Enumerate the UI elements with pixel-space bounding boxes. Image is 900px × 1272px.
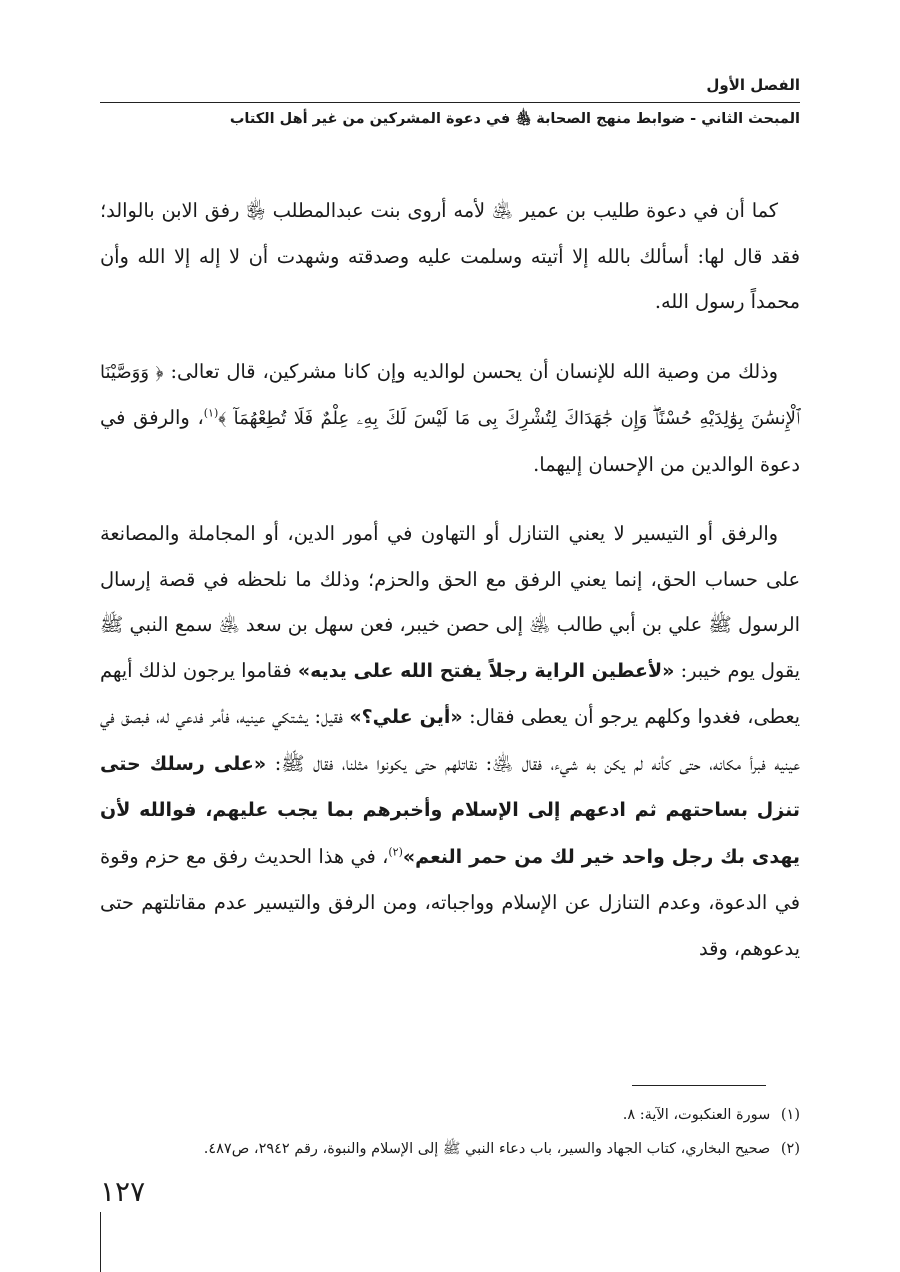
hadith-quote: «لأعطين الراية رجلاً يفتح الله على يديه» [297, 659, 675, 682]
footnote-ref: (٢) [388, 845, 403, 859]
text-run: فقاموا يرجون لذلك أيهم يعطى، فغدوا وكلهم يرجو أن يعطى فقال: [100, 658, 801, 728]
text-run: كما أن في دعوة طليب بن عمير ﵁ لأمه أروى بنت عبدالمطلب ﵂ رفق الابن بالوالد؛ فقد قال لها: أسألك بالله إلا أتيته وسلمت عليه وصدقته وشهدت أن لا إله إلا الله وأن محمداً رسول الله. [100, 199, 800, 313]
text-run: والرفق أو التيسير لا يعني التنازل أو التهاون في أمور الدين، أو المجاملة والمصانعة على حساب الحق، إنما يعني الرفق مع الحق والحزم؛ وذلك ما نلحظه في قصة إرسال الرسول ﷺ علي بن أبي طالب ﵁ إلى حصن خيبر، فعن سهل بن سعد ﵁ سمع النبي ﷺ يقول يوم خيبر: [100, 522, 800, 682]
header-rule [100, 102, 800, 103]
footnote-2 [100, 1132, 800, 1166]
paragraph [100, 188, 800, 325]
hadith-quote: «على رسلك حتى تنزل بساحتهم ثم ادعهم إلى الإسلام وأخبرهم بما يجب عليهم، فوالله لأن يهدى بك رجل واحد خير لك من حمر النعم» [100, 752, 800, 868]
footnote-separator [632, 1085, 766, 1086]
section-title: المبحث الثاني - ضوابط منهج الصحابة ﵃ في دعوة المشركين من غير أهل الكتاب [229, 111, 800, 127]
footnotes [100, 1098, 800, 1166]
text-run: فقيل: يشتكي عينيه، فأمر فدعي له، فبصق في عينيه فبرأ مكانه، حتى كأنه لم يكن به شيء، فقال ﵁: نقاتلهم حتى يكونوا مثلنا، فقال ﷺ: [100, 705, 801, 775]
text-run: ، والرفق في دعوة الوالدين من الإحسان إليهما. [100, 406, 800, 476]
footnote-number: (٢) [780, 1141, 800, 1157]
running-header [100, 70, 800, 132]
footnote-1 [100, 1098, 800, 1132]
page-number: ١٢٧ [100, 1175, 146, 1208]
paragraph [100, 511, 800, 971]
hadith-quote: «أين علي؟» [349, 706, 463, 728]
quran-verse: ﴿ وَوَصَّيْنَا ٱلْإِنسَٰنَ بِوَٰلِدَيْهِ حُسْنًاۖ وَإِن جَٰهَدَاكَ لِتُشْرِكَ بِى مَا لَيْسَ لَكَ بِهِۦ عِلْمٌ فَلَا تُطِعْهُمَآ ﴾ [100, 361, 801, 429]
page-number-rule [100, 1212, 101, 1272]
footnote-ref: (١) [203, 406, 219, 420]
paragraph [100, 349, 800, 488]
footnote-text: سورة العنكبوت، الآية: ٨. [622, 1107, 771, 1123]
chapter-title: الفصل الأول [706, 76, 800, 94]
footnote-number: (١) [780, 1107, 800, 1123]
body-text [100, 188, 800, 995]
text-run: وذلك من وصية الله للإنسان أن يحسن لوالديه وإن كانا مشركين، قال تعالى: [163, 359, 778, 383]
footnote-text: صحيح البخاري، كتاب الجهاد والسير، باب دعاء النبي ﷺ إلى الإسلام والنبوة، رقم ٢٩٤٢، ص٤٨٧. [203, 1141, 771, 1157]
text-run: ، في هذا الحديث رفق مع حزم وقوة في الدعوة، وعدم التنازل عن الإسلام وواجباته، ومن الرفق والتيسير عدم مقاتلتهم حتى يدعوهم، وقد [100, 844, 800, 960]
